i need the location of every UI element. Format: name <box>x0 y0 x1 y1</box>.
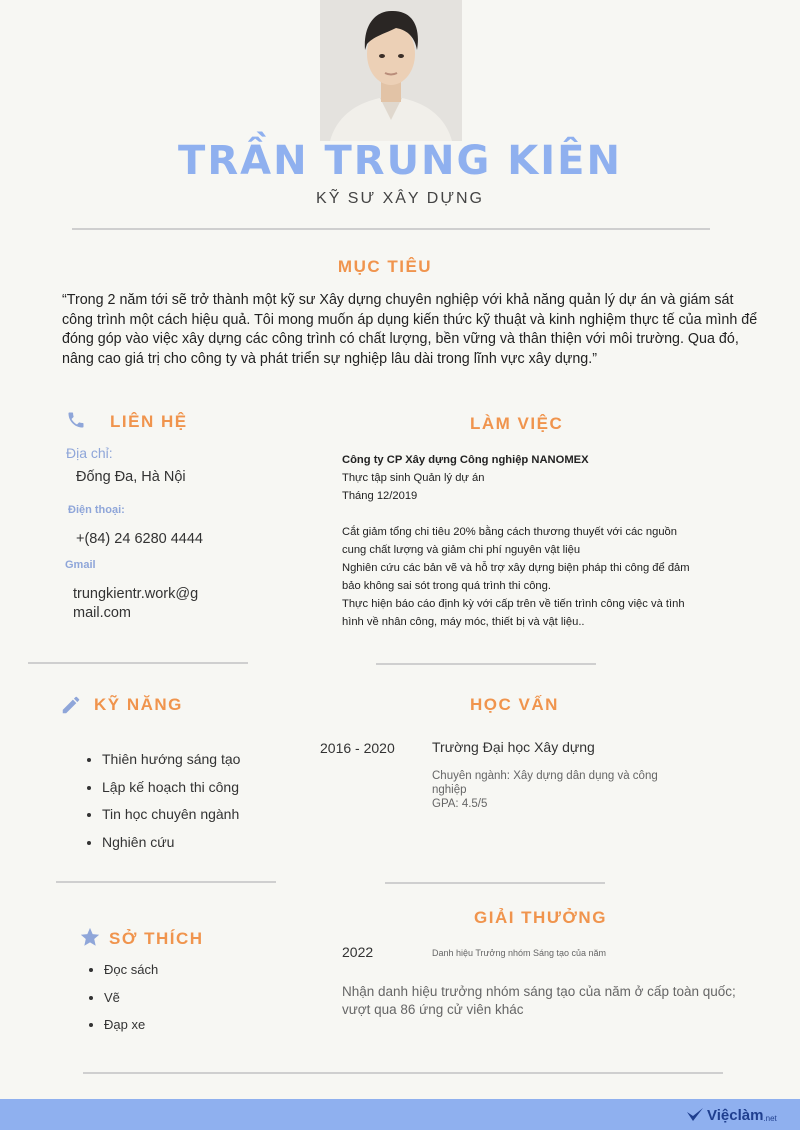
header-divider <box>72 228 710 230</box>
award-desc-2: vượt qua 86 ứng cử viên khác <box>342 1002 524 1017</box>
profile-photo <box>320 0 462 141</box>
footer-bar <box>0 1099 800 1130</box>
objective-heading: MỤC TIÊU <box>337 257 433 276</box>
contact-heading: LIÊN HỆ <box>110 412 188 431</box>
address-label: Địa chỉ: <box>66 445 113 461</box>
brand-name: Việclàm <box>707 1106 764 1124</box>
objective-text: “Trong 2 năm tới sẽ trở thành một kỹ sư Xây dựng chuyên nghiệp với khả năng quản lý dự án và giám sát công trình một cách hiệu quả. Tôi mong muốn áp dụng kiến thức kỹ thuật và kinh nghiệm thực tế của mình để đóng góp vào việc xây dựng các công trình có chất lượng, bền vững và thân thiện với môi trường. Qua đó, nâng cao giá trị cho công ty và phát triển sự nghiệp lâu dài trong lĩnh vực xây dựng.” <box>62 292 758 367</box>
skills-heading: KỸ NĂNG <box>94 695 183 714</box>
hobby-item: • Vẽ <box>104 990 158 1018</box>
hobbies-list <box>86 962 158 1045</box>
hobby-item: • Đọc sách <box>104 962 158 990</box>
award-name: Danh hiệu Trưởng nhóm Sáng tạo của năm <box>432 948 607 958</box>
award-desc-1: Nhận danh hiệu trưởng nhóm sáng tạo của năm ở cấp toàn quốc; <box>342 984 736 999</box>
education-years: 2016 - 2020 <box>320 740 395 756</box>
hobbies-heading: SỞ THÍCH <box>109 929 204 948</box>
hobby-item: • Đạp xe <box>104 1017 158 1045</box>
education-major-2: nghiệp <box>432 784 467 796</box>
brand-logo[interactable] <box>686 1105 777 1125</box>
education-gpa: GPA: 4.5/5 <box>432 798 488 810</box>
education-school: Trường Đại học Xây dựng <box>432 739 595 755</box>
awards-heading: GIẢI THƯỞNG <box>474 908 607 927</box>
skill-item: • Thiên hướng sáng tạo <box>102 751 240 779</box>
award-year: 2022 <box>342 944 374 960</box>
skills-list <box>84 751 240 861</box>
bottom-divider <box>83 1072 723 1074</box>
candidate-name: TRẦN TRUNG KIÊN <box>178 138 622 184</box>
work-divider <box>376 663 596 665</box>
skill-item: • Nghiên cứu <box>102 834 240 862</box>
duty-line: bảo không sai sót trong quá trình thi công. <box>342 580 551 592</box>
education-major-1: Chuyên ngành: Xây dựng dân dụng và công <box>432 770 658 782</box>
address-value: Đống Đa, Hà Nội <box>76 469 186 485</box>
star-icon <box>79 926 101 948</box>
brand-suffix: .net <box>763 1113 777 1123</box>
skill-item: • Tin học chuyên ngành <box>102 806 240 834</box>
duty-line: Cắt giảm tổng chi tiêu 20% bằng cách thương thuyết với các nguồn <box>342 526 677 538</box>
work-date: Tháng 12/2019 <box>342 490 418 502</box>
education-details <box>432 769 658 811</box>
email-line-1: trungkientr.work@g <box>73 586 199 602</box>
work-duties <box>342 523 762 631</box>
skills-divider <box>56 881 276 883</box>
award-description <box>342 983 736 1019</box>
education-divider <box>385 882 605 884</box>
email-line-2: mail.com <box>73 605 132 621</box>
skill-item: • Lập kế hoạch thi công <box>102 779 240 807</box>
work-company: Công ty CP Xây dựng Công nghiệp NANOMEX <box>342 454 589 466</box>
brand-check-icon <box>686 1107 704 1123</box>
duty-line: cung chất lượng và giảm chi phí nguyên vật liệu <box>342 544 581 556</box>
phone-value: +(84) 24 6280 4444 <box>76 531 203 547</box>
duty-line: Thực hiện báo cáo định kỳ với cấp trên về tiến trình công việc và tình <box>342 598 685 610</box>
duty-line: Nghiên cứu các bản vẽ và hỗ trợ xây dựng biện pháp thi công để đảm <box>342 562 690 574</box>
pencil-icon <box>60 694 82 716</box>
education-heading: HỌC VẤN <box>470 695 559 714</box>
duty-line: hình về nhân công, máy móc, thiết bị và vật liệu.. <box>342 616 585 628</box>
email-value[interactable] <box>73 585 198 623</box>
email-label: Gmail <box>65 559 96 571</box>
work-heading: LÀM VIỆC <box>470 414 564 433</box>
phone-label: Điện thoại: <box>68 504 125 516</box>
work-position: Thực tập sinh Quản lý dự án <box>342 472 485 484</box>
job-title: KỸ SƯ XÂY DỰNG <box>316 190 484 207</box>
phone-icon <box>66 410 88 432</box>
contact-divider <box>28 662 248 664</box>
